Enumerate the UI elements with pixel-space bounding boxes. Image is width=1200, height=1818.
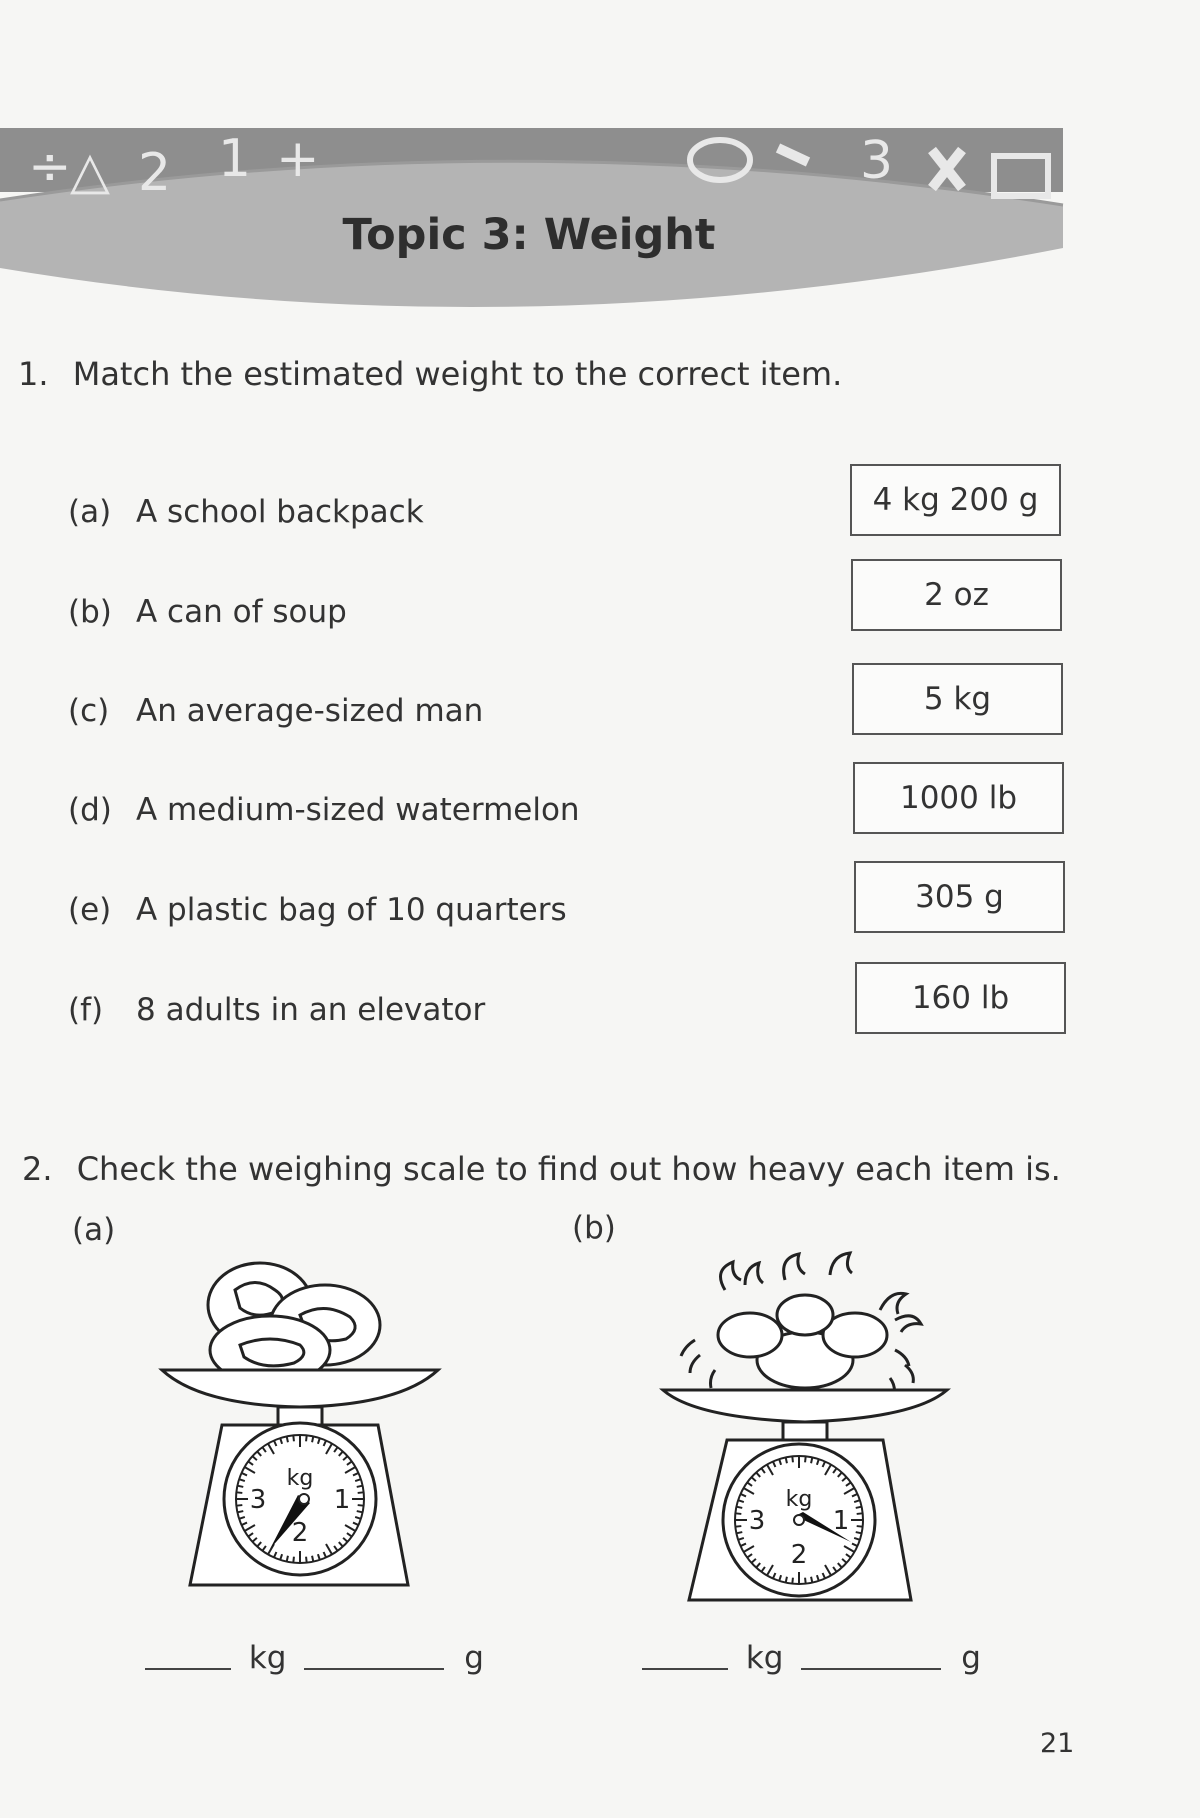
- dial-tick: [358, 1505, 364, 1506]
- g-blank[interactable]: [801, 1668, 941, 1670]
- plus-symbol: +: [276, 129, 320, 189]
- weight-option[interactable]: 160 lb: [855, 962, 1066, 1034]
- part-label-b: (b): [572, 1210, 616, 1246]
- dial-tick: [358, 1492, 364, 1493]
- dial-tick: [735, 1526, 741, 1527]
- weight-option[interactable]: 1000 lb: [853, 762, 1064, 834]
- list-item: [68, 693, 483, 729]
- weight-option[interactable]: 5 kg: [852, 663, 1063, 735]
- dial-tick: [786, 1457, 787, 1463]
- weight-option[interactable]: 2 oz: [851, 559, 1062, 631]
- dial-tick: [236, 1492, 242, 1493]
- item-text: A can of soup: [136, 594, 347, 630]
- weight-option[interactable]: 305 g: [854, 861, 1065, 933]
- question-2: [22, 1150, 1061, 1188]
- answer-line-b: [642, 1640, 981, 1676]
- part-label-a: (a): [72, 1212, 116, 1248]
- question-1: [18, 355, 842, 393]
- list-item: [68, 594, 347, 630]
- dial-tick: [786, 1577, 787, 1583]
- dial-tick: [312, 1436, 313, 1442]
- item-label: (b): [68, 594, 112, 630]
- dial-number: 3: [748, 1506, 766, 1536]
- dial-tick: [357, 1486, 363, 1487]
- dial-tick: [805, 1456, 806, 1462]
- dial-tick: [856, 1532, 862, 1533]
- dial-tick: [736, 1507, 742, 1508]
- dial-tick: [857, 1513, 863, 1514]
- question-1-text: Match the estimated weight to the correct item.: [72, 355, 843, 393]
- weight-option[interactable]: 4 kg 200 g: [850, 464, 1061, 536]
- item-label: (d): [68, 792, 112, 828]
- dial-tick: [811, 1457, 812, 1463]
- dial-number: 3: [249, 1485, 267, 1515]
- item-label: (c): [68, 693, 110, 729]
- dial-tick: [856, 1507, 862, 1508]
- dial-tick: [792, 1456, 793, 1462]
- dial-tick: [287, 1556, 288, 1562]
- dial-number: 2: [291, 1518, 309, 1548]
- dial-tick: [736, 1532, 742, 1533]
- dial-number: 1: [333, 1485, 351, 1515]
- kg-blank[interactable]: [642, 1668, 728, 1670]
- dial-tick: [792, 1578, 793, 1584]
- dial-tick: [237, 1511, 243, 1512]
- item-label: (e): [68, 892, 112, 928]
- digit-two-symbol: 2: [138, 143, 172, 203]
- dial-number: 2: [790, 1540, 808, 1570]
- triangle-symbol: △: [70, 141, 110, 201]
- dial-unit-label: kg: [286, 1466, 314, 1491]
- page-number: 21: [1040, 1728, 1075, 1759]
- item-label: (a): [68, 494, 112, 530]
- g-unit: g: [961, 1640, 981, 1676]
- kg-unit: kg: [745, 1640, 784, 1676]
- question-2-text: Check the weighing scale to find out how heavy each item is.: [76, 1150, 1061, 1188]
- divide-symbol: ÷: [28, 137, 72, 197]
- dial-tick: [293, 1435, 294, 1441]
- dial-tick: [857, 1526, 863, 1527]
- crab-illustration: [681, 1253, 921, 1396]
- weighing-scale-a: [150, 1245, 450, 1595]
- item-label: (f): [68, 992, 104, 1028]
- item-text: 8 adults in an elevator: [136, 992, 486, 1028]
- dial-tick: [312, 1556, 313, 1562]
- kg-unit: kg: [248, 1640, 287, 1676]
- dial-tick: [306, 1435, 307, 1441]
- dial-tick: [287, 1436, 288, 1442]
- dial-tick: [805, 1578, 806, 1584]
- dial-tick: [306, 1557, 307, 1563]
- kg-blank[interactable]: [145, 1668, 231, 1670]
- dial-tick: [236, 1505, 242, 1506]
- topic-banner: [0, 0, 1200, 340]
- dial-tick: [735, 1513, 741, 1514]
- digit-three-symbol: 3: [860, 131, 894, 191]
- answer-line-a: [145, 1640, 484, 1676]
- digit-one-symbol: 1: [218, 129, 252, 189]
- list-item: [68, 992, 485, 1028]
- g-unit: g: [464, 1640, 484, 1676]
- page-title: Topic 3: Weight: [342, 210, 716, 260]
- dial-tick: [293, 1557, 294, 1563]
- item-text: A plastic bag of 10 quarters: [136, 892, 567, 928]
- item-text: A school backpack: [136, 494, 424, 530]
- list-item: [68, 892, 567, 928]
- question-2-number: 2.: [22, 1150, 53, 1188]
- list-item: [68, 792, 580, 828]
- dial-unit-label: kg: [785, 1487, 813, 1512]
- item-text: An average-sized man: [136, 693, 484, 729]
- dial-tick: [811, 1577, 812, 1583]
- question-1-number: 1.: [18, 355, 49, 393]
- g-blank[interactable]: [304, 1668, 444, 1670]
- dial-number: 1: [832, 1506, 850, 1536]
- meat-illustration: [208, 1263, 380, 1384]
- dial-tick: [237, 1486, 243, 1487]
- dial-tick: [357, 1511, 363, 1512]
- list-item: [68, 494, 424, 530]
- weighing-scale-b: [655, 1230, 955, 1610]
- item-text: A medium-sized watermelon: [136, 792, 580, 828]
